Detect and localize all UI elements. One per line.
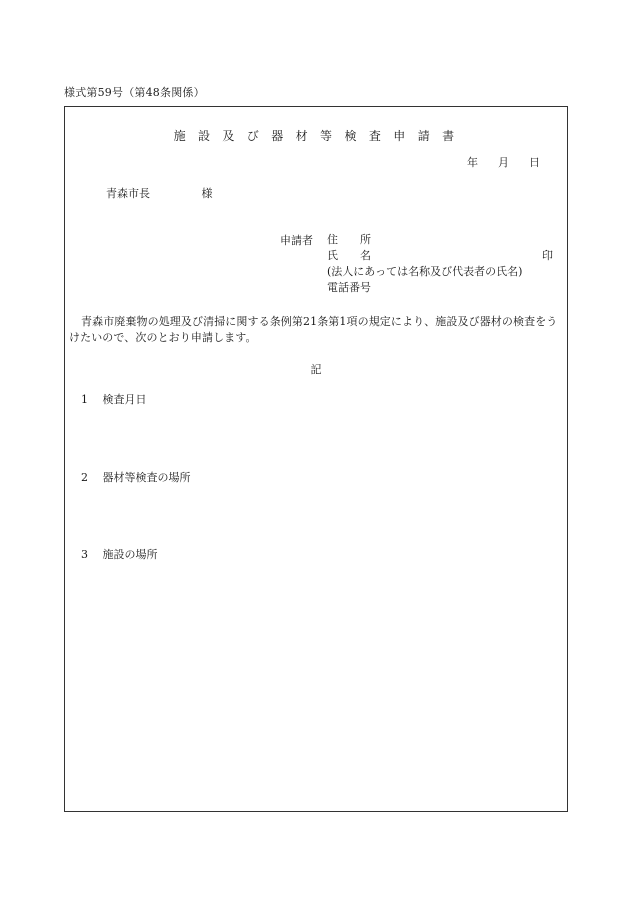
corporate-note: (法人にあっては名称及び代表者の氏名) bbox=[327, 265, 523, 278]
form-number: 様式第59号（第48条関係） bbox=[64, 86, 205, 99]
address-row bbox=[327, 232, 553, 248]
application-statement: 青森市廃棄物の処理及び清掃に関する条例第21条第1項の規定により、施設及び器材の検査をうけたいので、次のとおり申請します。 bbox=[69, 315, 558, 344]
date-line bbox=[467, 154, 540, 170]
name-row bbox=[327, 248, 553, 264]
form-title: 施 設 及 び 器 材 等 検 査 申 請 書 bbox=[173, 129, 459, 143]
date-day-label: 日 bbox=[529, 156, 540, 169]
application-form-frame bbox=[64, 106, 568, 812]
corporate-note-row bbox=[327, 264, 553, 280]
recipient-honorific: 様 bbox=[201, 187, 213, 200]
item-inspection-date bbox=[81, 391, 147, 407]
recipient-line bbox=[106, 185, 213, 201]
applicant-block bbox=[327, 232, 553, 296]
date-month-label: 月 bbox=[498, 156, 509, 169]
seal-mark: 印 bbox=[542, 249, 553, 262]
item-label: 検査月日 bbox=[102, 393, 147, 406]
phone-label: 電話番号 bbox=[327, 281, 371, 294]
name-label: 氏 名 bbox=[327, 249, 371, 262]
item-number: 1 bbox=[81, 393, 88, 406]
item-facility-place bbox=[81, 546, 158, 562]
item-label: 器材等検査の場所 bbox=[102, 471, 191, 484]
item-number: 2 bbox=[81, 471, 88, 484]
item-label: 施設の場所 bbox=[102, 548, 158, 561]
phone-row bbox=[327, 280, 553, 296]
applicant-label: 申請者 bbox=[280, 234, 313, 247]
recipient-name: 青森市長 bbox=[106, 187, 150, 200]
address-label: 住 所 bbox=[327, 233, 371, 246]
date-year-label: 年 bbox=[467, 156, 478, 169]
ki-heading: 記 bbox=[310, 363, 322, 376]
item-number: 3 bbox=[81, 548, 88, 561]
item-equipment-inspection-place bbox=[81, 469, 191, 485]
